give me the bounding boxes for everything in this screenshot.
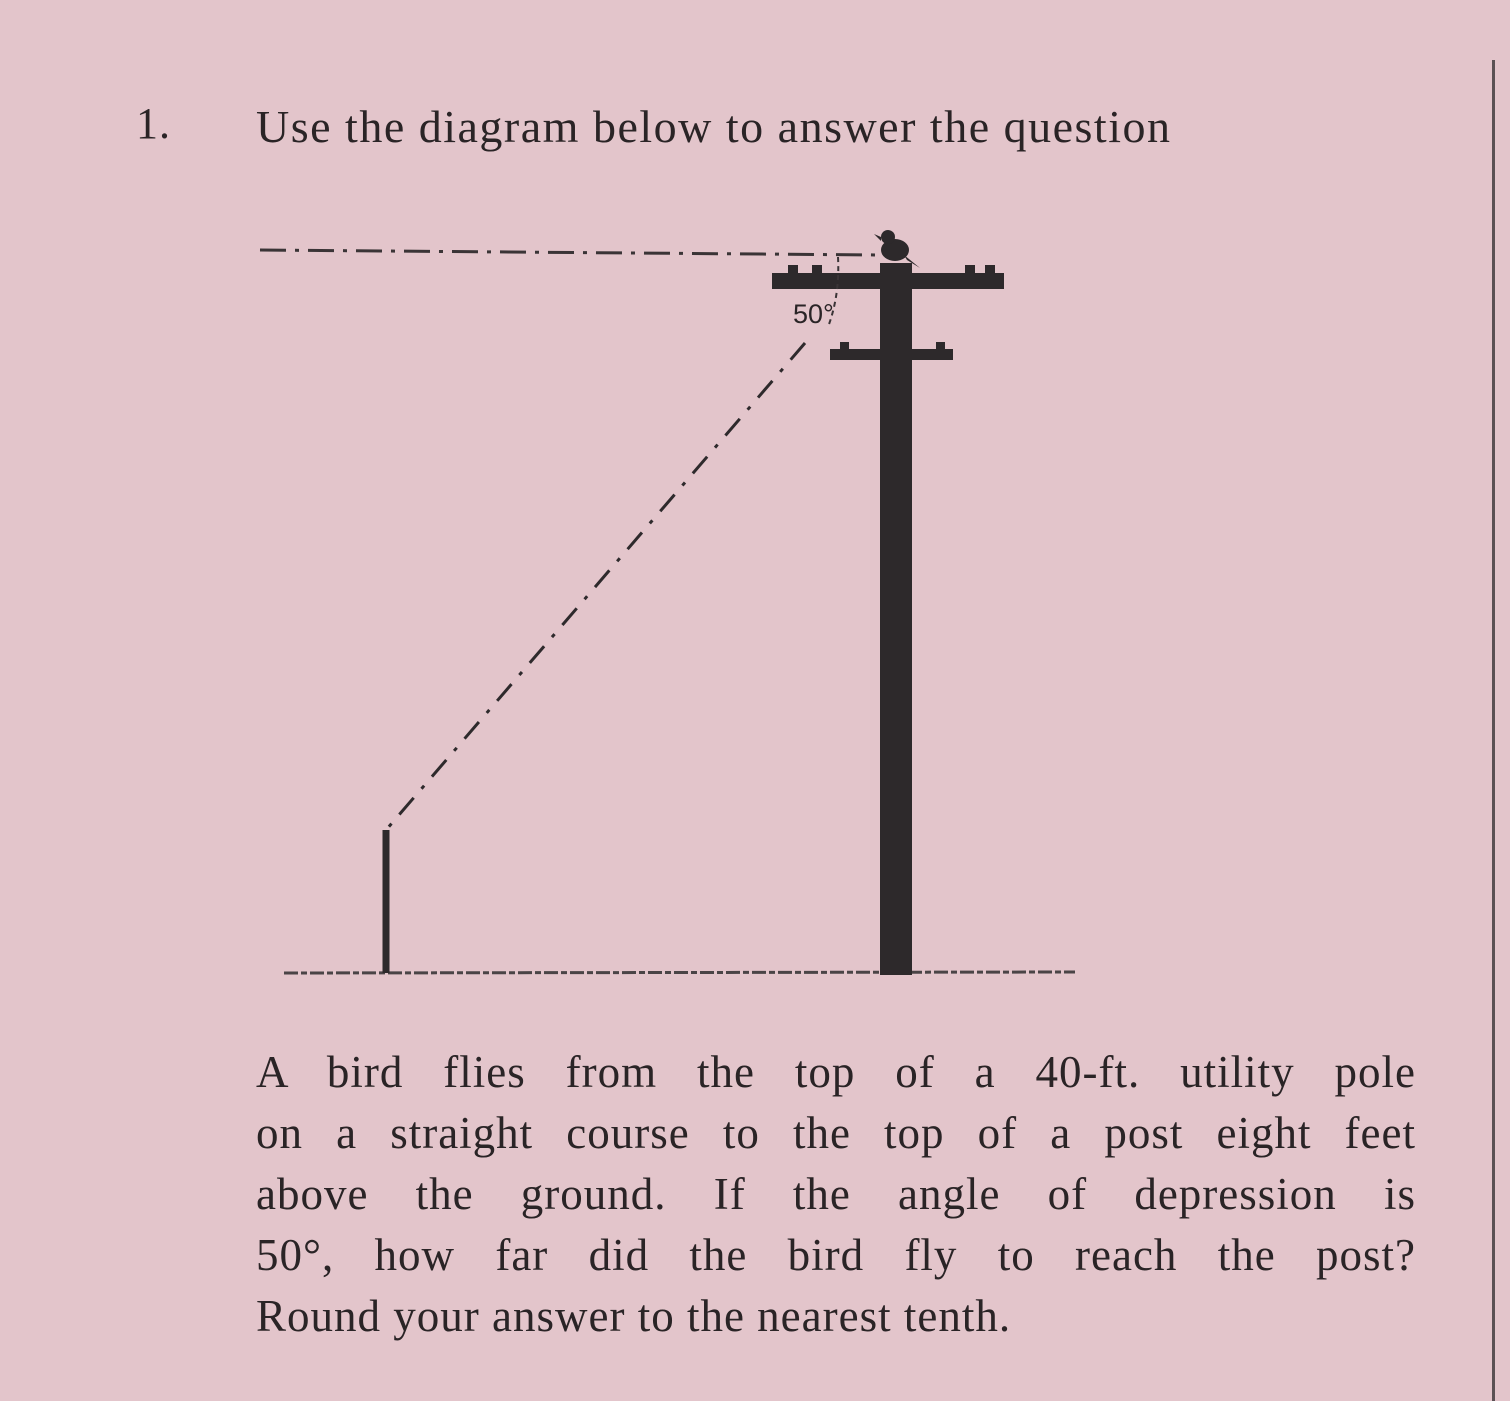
bird-icon (874, 230, 920, 268)
problem-line: A bird flies from the top of a 40-ft. utility pole (256, 1047, 1416, 1097)
upper-crossarm (772, 273, 1004, 289)
ground-line (284, 972, 1075, 973)
angle-label: 50° (793, 299, 834, 329)
problem-line: on a straight course to the top of a post eight feet (256, 1108, 1416, 1158)
problem-statement (256, 1042, 1416, 1347)
utility-pole-diagram (240, 215, 1100, 995)
problem-line: 50°, how far did the bird fly to reach the post? (256, 1230, 1416, 1280)
question-instruction: Use the diagram below to answer the question (256, 101, 1172, 152)
problem-line: Round your answer to the nearest tenth. (256, 1291, 1012, 1341)
horizontal-reference-line (260, 250, 880, 255)
problem-line: above the ground. If the angle of depression is (256, 1169, 1416, 1219)
utility-pole (880, 263, 912, 975)
lower-crossarm (830, 349, 953, 360)
question-number: 1. (136, 99, 171, 148)
flight-path-line (386, 343, 805, 830)
page-edge-line (1492, 60, 1495, 1401)
